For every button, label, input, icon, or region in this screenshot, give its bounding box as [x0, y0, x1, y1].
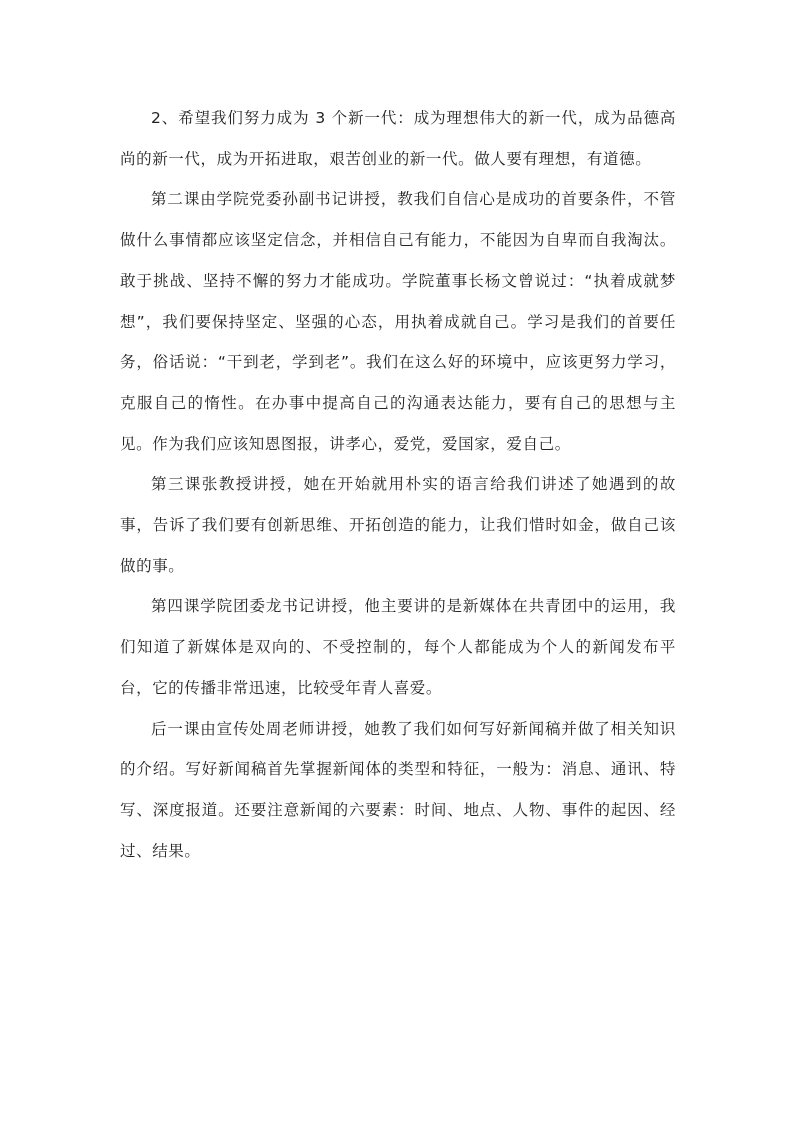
paragraph-goals: 2、希望我们努力成为 3 个新一代：成为理想伟大的新一代，成为品德高尚的新一代，成为开拓进取，艰苦创业的新一代。做人要有理想，有道德。 [120, 109, 676, 168]
paragraph-lesson-four: 第四课学院团委龙书记讲授，他主要讲的是新媒体在共青团中的运用，我们知道了新媒体是双向的、不受控制的，每个人都能成为个人的新闻发布平台，它的传播非常迅速，比较受年青人喜爱。 [120, 597, 676, 697]
paragraph-last-lesson: 后一课由宣传处周老师讲授，她教了我们如何写好新闻稿并做了相关知识的介绍。写好新闻稿首先掌握新闻体的类型和特征，一般为：消息、通讯、特写、深度报道。还要注意新闻的六要素：时间、地点、人物、事件的起因、经过、结果。 [120, 719, 676, 860]
paragraph-lesson-two: 第二课由学院党委孙副书记讲授，教我们自信心是成功的首要条件，不管做什么事情都应该坚定信念，并相信自己有能力，不能因为自卑而自我淘汰。敢于挑战、坚持不懈的努力才能成功。学院董事长杨文曾说过：“执着成就梦想”，我们要保持坚定、坚强的心态，用执着成就自己。学习是我们的首要任务，俗话说：“干到老，学到老”。我们在这么好的环境中，应该更努力学习，克服自己的惰性。在办事中提高自己的沟通表达能力，要有自己的思想与主见。作为我们应该知恩图报，讲孝心，爱党，爱国家，爱自己。 [120, 190, 676, 453]
paragraph-lesson-three: 第三课张教授讲授，她在开始就用朴实的语言给我们讲述了她遇到的故事，告诉了我们要有创新思维、开拓创造的能力，让我们惜时如金，做自己该做的事。 [120, 475, 676, 575]
document-body [120, 98, 676, 871]
